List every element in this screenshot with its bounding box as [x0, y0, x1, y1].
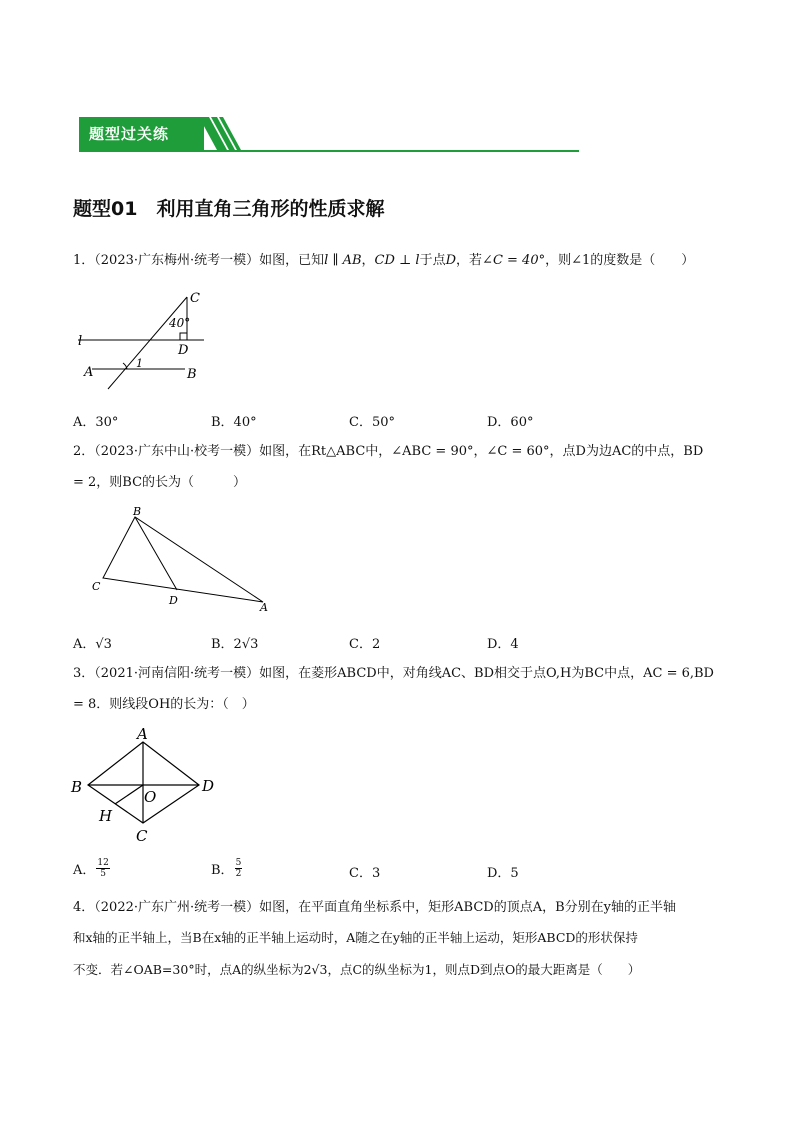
q2-number: 2． [73, 444, 95, 459]
q1-option-d[interactable]: D．60° [487, 415, 534, 430]
q1-figure [70, 285, 220, 395]
question-1-stem [73, 245, 694, 277]
q1-source: （2023·广东梅州·统考一模） [94, 253, 260, 268]
q2-label-a: A [260, 601, 268, 614]
q2-label-b: B [133, 505, 142, 518]
q2-source: （2023·广东中山·校考一模） [94, 444, 260, 459]
q3-source: （2021·河南信阳·统考一模） [94, 666, 260, 681]
q2-text-b: = 2，则BC的长为（ ） [73, 475, 247, 490]
q2-text-a: 如图，在Rt△ABC中，∠ABC = 90°，∠C = 60°，点D为边AC的中点，BD [259, 444, 704, 459]
q1-label-l: l [78, 334, 83, 349]
q3-text-b: = 8．则线段OH的长为：（ ） [73, 697, 255, 712]
q2-option-d[interactable]: D．4 [487, 637, 519, 652]
q3-option-d[interactable]: D．5 [487, 866, 519, 881]
q3-label-d: D [202, 777, 215, 795]
q3-label-c: C [136, 827, 148, 845]
q2-label-c: C [92, 580, 101, 593]
q1-option-b[interactable]: B．40° [211, 415, 257, 430]
q2-label-d: D [169, 594, 178, 607]
q4-line1: 如图，在平面直角坐标系中，矩形ABCD的顶点A，B分别在y轴的正半轴 [259, 900, 676, 915]
banner-underline [79, 150, 579, 152]
q3-option-a-label: A． [73, 863, 96, 878]
q1-label-c: C [190, 291, 200, 306]
banner-label: 题型过关练 [89, 125, 170, 143]
q3-text-a: 如图，在菱形ABCD中，对角线AC、BD相交于点O,H为BC中点，AC = 6,BD [259, 666, 714, 681]
q3-option-a-fraction [96, 858, 109, 879]
q1-label-one: 1 [136, 357, 143, 370]
q3-label-o: O [144, 788, 157, 806]
q1-text-e: ，则∠1的度数是（ ） [545, 253, 695, 268]
q1-cond2: CD ⊥ l [374, 253, 420, 268]
q3-segment-oh [115, 785, 143, 804]
banner-stripes-icon [199, 117, 241, 150]
section-banner [79, 117, 579, 154]
q2-figure [85, 503, 275, 615]
q3-option-b[interactable] [211, 858, 242, 879]
section-title: 题型01 利用直角三角形的性质求解 [73, 198, 385, 220]
q3-option-a[interactable] [73, 858, 110, 879]
q3-figure [68, 723, 218, 847]
q2-option-b[interactable]: B．2√3 [211, 637, 259, 652]
q1-text-a: 如图，已知 [259, 253, 325, 268]
q2-median-bd [135, 517, 177, 590]
q3-label-b: B [71, 778, 83, 796]
q1-transversal [108, 297, 187, 389]
q1-angle-arc [123, 363, 127, 369]
q1-label-b: B [187, 367, 197, 382]
q3-label-h: H [99, 807, 113, 825]
q3-option-a-den: 5 [100, 869, 106, 879]
q3-number: 3． [73, 666, 95, 681]
q3-option-b-fraction [235, 858, 243, 879]
q1-right-angle [180, 333, 187, 340]
q4-line2: 和x轴的正半轴上，当B在x轴的正半轴上运动时，A随之在y轴的正半轴上运动，矩形ABCD的形状保持 [73, 930, 638, 945]
question-2-stem [73, 436, 703, 468]
q1-label-a: A [84, 365, 94, 380]
q4-line3: 不变．若∠OAB=30°时，点A的纵坐标为2√3，点C的纵坐标为1，则点D到点O的最大距离是（ ） [73, 962, 641, 977]
q1-cond1: l ∥ AB [324, 253, 362, 268]
q3-option-b-label: B． [211, 863, 234, 878]
q1-text-c: 于点 [419, 253, 446, 268]
q1-text-b: ， [361, 253, 375, 268]
q3-option-b-den: 2 [235, 869, 242, 879]
question-4-stem [73, 892, 676, 924]
question-3-stem [73, 658, 714, 690]
q1-number: 1． [73, 253, 95, 268]
q1-option-c[interactable]: C．50° [349, 415, 395, 430]
q2-triangle-abc [103, 517, 263, 602]
q3-option-c[interactable]: C．3 [349, 866, 381, 881]
q1-option-a[interactable]: A．30° [73, 415, 119, 430]
q1-cond3: ∠C = 40° [482, 253, 546, 268]
q2-option-c[interactable]: C．2 [349, 637, 381, 652]
q2-option-a[interactable]: A．√3 [73, 637, 112, 652]
q1-text-d: ，若 [456, 253, 483, 268]
q4-number: 4． [73, 900, 95, 915]
q3-option-a-num: 12 [97, 858, 109, 868]
q4-source: （2022·广东广州·统考一模） [94, 900, 260, 915]
q3-option-b-num: 5 [235, 858, 242, 868]
q1-label-angle: 40° [169, 316, 191, 330]
q1-point: D [445, 253, 457, 268]
q1-label-d: D [178, 343, 189, 358]
q3-label-a: A [137, 725, 148, 743]
